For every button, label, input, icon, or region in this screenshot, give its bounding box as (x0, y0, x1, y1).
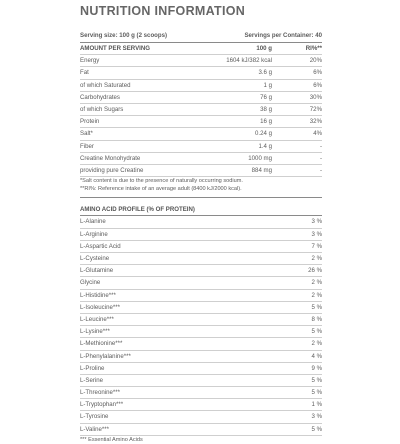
amino-value: 3 % (311, 218, 322, 226)
amino-row (80, 363, 322, 375)
amino-value: 1 % (311, 401, 322, 409)
nutrient-ri: - (319, 142, 322, 150)
amino-table (80, 216, 322, 435)
amino-label: L-Proline (80, 364, 105, 372)
serving-size: Serving size: 100 g (2 scoops) (80, 32, 168, 39)
nutrition-row (80, 104, 322, 116)
amino-label: L-Lysine*** (80, 328, 110, 336)
nutrient-label: of which Saturated (80, 81, 131, 89)
amino-value: 5 % (311, 425, 322, 433)
ri-note: **RI%: Reference intake of an average adult (8400 kJ/2000 kcal). (80, 185, 242, 192)
amino-value: 9 % (311, 364, 322, 372)
nutrition-row (80, 141, 322, 153)
nutrient-amount: 3.6 g (258, 69, 272, 77)
amino-value: 2 % (311, 291, 322, 299)
nutrition-row (80, 92, 322, 104)
amino-label: L-Valine*** (80, 425, 110, 433)
nutrient-ri: 72% (309, 105, 322, 113)
nutrient-amount: 1 g (263, 81, 272, 89)
serving-row (80, 30, 322, 43)
amino-acid-profile-heading: AMINO ACID PROFILE (% OF PROTEIN) (80, 206, 195, 214)
ri-column-header: RI%** (305, 45, 322, 52)
amino-value: 7 % (311, 242, 322, 250)
amino-value: 2 % (311, 340, 322, 348)
nutrient-amount: 16 g (260, 118, 272, 126)
nutrition-notes (80, 177, 322, 198)
nutrient-label: of which Sugars (80, 105, 124, 113)
page-title: NUTRITION INFORMATION (80, 4, 246, 18)
amino-row (80, 375, 322, 387)
nutrition-header-row (80, 43, 322, 55)
amino-row (80, 253, 322, 265)
nutrition-row (80, 165, 322, 177)
amino-value: 2 % (311, 255, 322, 262)
nutrient-amount: 1.4 g (258, 142, 272, 150)
nutrient-label: Energy (80, 57, 100, 65)
nutrient-label: Fiber (80, 142, 94, 150)
amino-row (80, 411, 322, 423)
nutrient-ri: 6% (313, 81, 322, 89)
amount-per-serving-label: AMOUNT PER SERVING (80, 45, 150, 52)
amino-value: 4 % (311, 352, 322, 360)
amino-row (80, 338, 322, 350)
amino-label: L-Histidine*** (80, 291, 116, 299)
nutrient-label: Carbohydrates (80, 93, 120, 101)
amino-value: 3 % (311, 230, 322, 238)
amino-value: 8 % (311, 315, 322, 323)
amino-label: L-Aspartic Acid (80, 242, 121, 250)
amino-row (80, 229, 322, 241)
amino-header-row (80, 204, 322, 216)
amino-label: L-Threonine*** (80, 389, 120, 397)
amino-row (80, 302, 322, 314)
amino-label: L-Methionine*** (80, 340, 123, 348)
amino-label: L-Alanine (80, 218, 106, 226)
amino-label: Glycine (80, 279, 101, 287)
amino-value: 3 % (311, 413, 322, 421)
nutrient-ri: 30% (309, 93, 322, 101)
salt-note: *Salt content is due to the presence of naturally occurring sodium. (80, 178, 243, 185)
nutrient-label: Salt* (80, 130, 93, 138)
amino-value: 5 % (311, 389, 322, 397)
amino-label: L-Leucine*** (80, 315, 114, 323)
amino-label: L-Isoleucine*** (80, 303, 120, 311)
nutrient-ri: - (319, 154, 322, 162)
amino-row (80, 216, 322, 228)
nutrient-amount: 1000 mg (248, 154, 272, 162)
nutrient-ri: 20% (309, 57, 322, 65)
nutrient-ri: 32% (309, 118, 322, 126)
essential-amino-footnote: *** Essential Amino Acids (80, 436, 143, 443)
nutrition-row (80, 116, 322, 128)
nutrient-ri: 6% (313, 69, 322, 77)
nutrition-row (80, 67, 322, 79)
nutrition-table (80, 55, 322, 177)
amino-label: L-Tryptophan*** (80, 401, 124, 409)
amino-value: 26 % (308, 267, 322, 275)
amino-label: L-Tyrosine (80, 413, 109, 421)
nutrient-amount: 38 g (260, 105, 272, 113)
amino-row (80, 314, 322, 326)
nutrient-amount: 76 g (260, 93, 272, 101)
amino-label: L-Glutamine (80, 267, 114, 275)
amount-column-header: 100 g (256, 45, 272, 52)
amino-value: 2 % (311, 279, 322, 287)
amino-label: L-Cysteine (80, 255, 110, 262)
amino-row (80, 399, 322, 411)
nutrient-amount: 1604 kJ/382 kcal (226, 57, 272, 65)
nutrient-ri: 4% (313, 130, 322, 138)
amino-label: L-Phenylalanine*** (80, 352, 131, 360)
amino-row (80, 290, 322, 302)
nutrition-panel (80, 4, 322, 444)
amino-row (80, 326, 322, 338)
nutrient-amount: 0.24 g (255, 130, 272, 138)
nutrition-row (80, 153, 322, 165)
amino-label: L-Serine (80, 376, 104, 384)
amino-row (80, 424, 322, 436)
nutrient-amount: 884 mg (251, 166, 272, 174)
amino-row (80, 351, 322, 363)
amino-label: L-Arginine (80, 230, 108, 238)
servings-per-container: Servings per Container: 40 (244, 32, 322, 39)
nutrition-row (80, 80, 322, 92)
nutrient-label: providing pure Creatine (80, 166, 144, 174)
amino-row (80, 241, 322, 253)
amino-value: 5 % (311, 303, 322, 311)
nutrient-label: Protein (80, 118, 100, 126)
amino-row (80, 387, 322, 399)
nutrient-label: Creatine Monohydrate (80, 154, 141, 162)
nutrition-row (80, 55, 322, 67)
nutrient-ri: - (319, 166, 322, 174)
amino-value: 5 % (311, 376, 322, 384)
amino-row (80, 277, 322, 289)
nutrient-label: Fat (80, 69, 89, 77)
amino-row (80, 265, 322, 277)
amino-value: 5 % (311, 328, 322, 336)
nutrition-row (80, 128, 322, 140)
